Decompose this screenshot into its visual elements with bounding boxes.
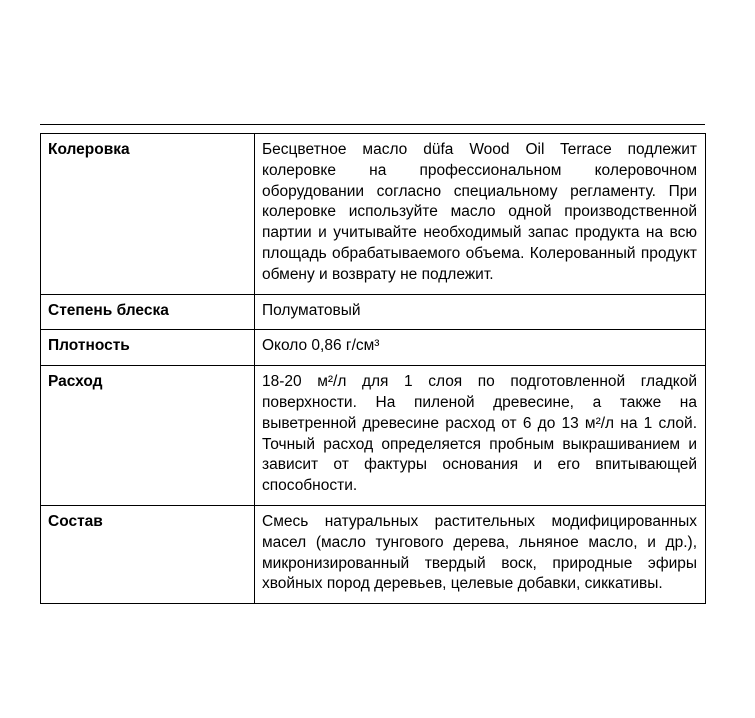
table-row-tinting bbox=[41, 134, 706, 295]
row-value: Смесь натуральных растительных модифицированных масел (масло тунгового дерева, льняное масло, и др.), микронизированный твердый воск, природные эфиры хвойных пород деревьев, целевые добавки, сиккативы. bbox=[255, 505, 706, 603]
row-label: Степень блеска bbox=[41, 294, 255, 330]
specification-table bbox=[40, 133, 706, 604]
top-divider-line bbox=[40, 124, 705, 125]
row-label: Расход bbox=[41, 366, 255, 506]
row-label: Колеровка bbox=[41, 134, 255, 295]
table-row-density bbox=[41, 330, 706, 366]
table-row-gloss bbox=[41, 294, 706, 330]
row-value: Около 0,86 г/см³ bbox=[255, 330, 706, 366]
row-label: Состав bbox=[41, 505, 255, 603]
row-value: Полуматовый bbox=[255, 294, 706, 330]
row-value: 18-20 м²/л для 1 слоя по подготовленной гладкой поверхности. На пиленой древесине, а также на выветренной древесине расход от 6 до 13 м²/л на 1 слой. Точный расход определяется пробным выкрашиванием и зависит от фактуры основания и его впитывающей способности. bbox=[255, 366, 706, 506]
table-row-consumption bbox=[41, 366, 706, 506]
row-label: Плотность bbox=[41, 330, 255, 366]
row-value: Бесцветное масло düfa Wood Oil Terrace подлежит колеровке на профессиональном колеровочном оборудовании согласно специальному регламенту. При колеровке используйте масло одной производственной партии и учитывайте необходимый запас продукта на всю площадь обрабатываемого объема. Колерованный продукт обмену и возврату не подлежит. bbox=[255, 134, 706, 295]
table-row-composition bbox=[41, 505, 706, 603]
